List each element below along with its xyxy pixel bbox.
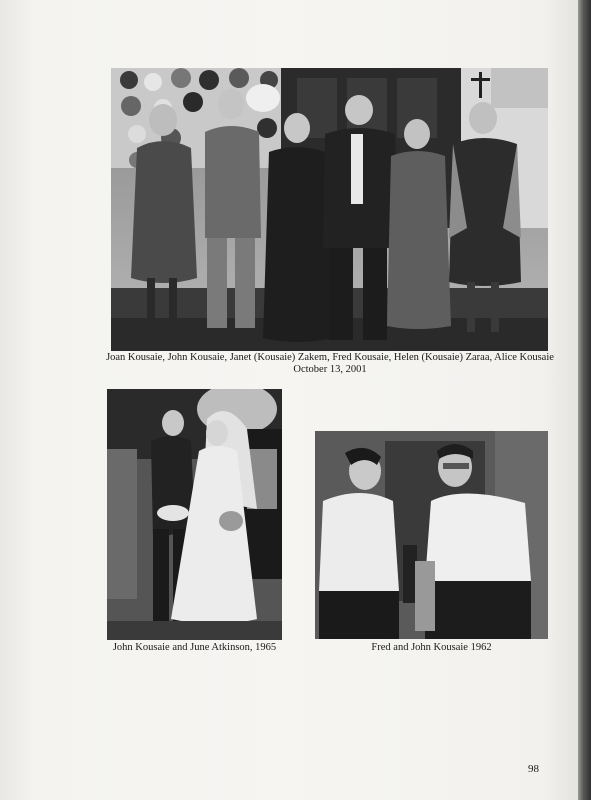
book-spine-shadow [578,0,591,800]
wedding-photo-image [107,389,282,640]
family-group-photo-image [111,68,548,351]
brothers-photo-caption: Fred and John Kousaie 1962 [371,642,492,653]
family-group-photo-caption-date: October 13, 2001 [293,364,367,375]
family-group-photo-caption-names: Joan Kousaie, John Kousaie, Janet (Kousaie) Zakem, Fred Kousaie, Helen (Kousaie) Zaraa, Alice Kousaie [106,352,554,363]
brothers-photo [315,431,548,639]
wedding-photo [107,389,282,640]
family-group-photo [111,68,548,351]
wedding-photo-caption: John Kousaie and June Atkinson, 1965 [112,642,277,653]
page-number: 98 [528,763,539,775]
brothers-photo-image [315,431,548,639]
